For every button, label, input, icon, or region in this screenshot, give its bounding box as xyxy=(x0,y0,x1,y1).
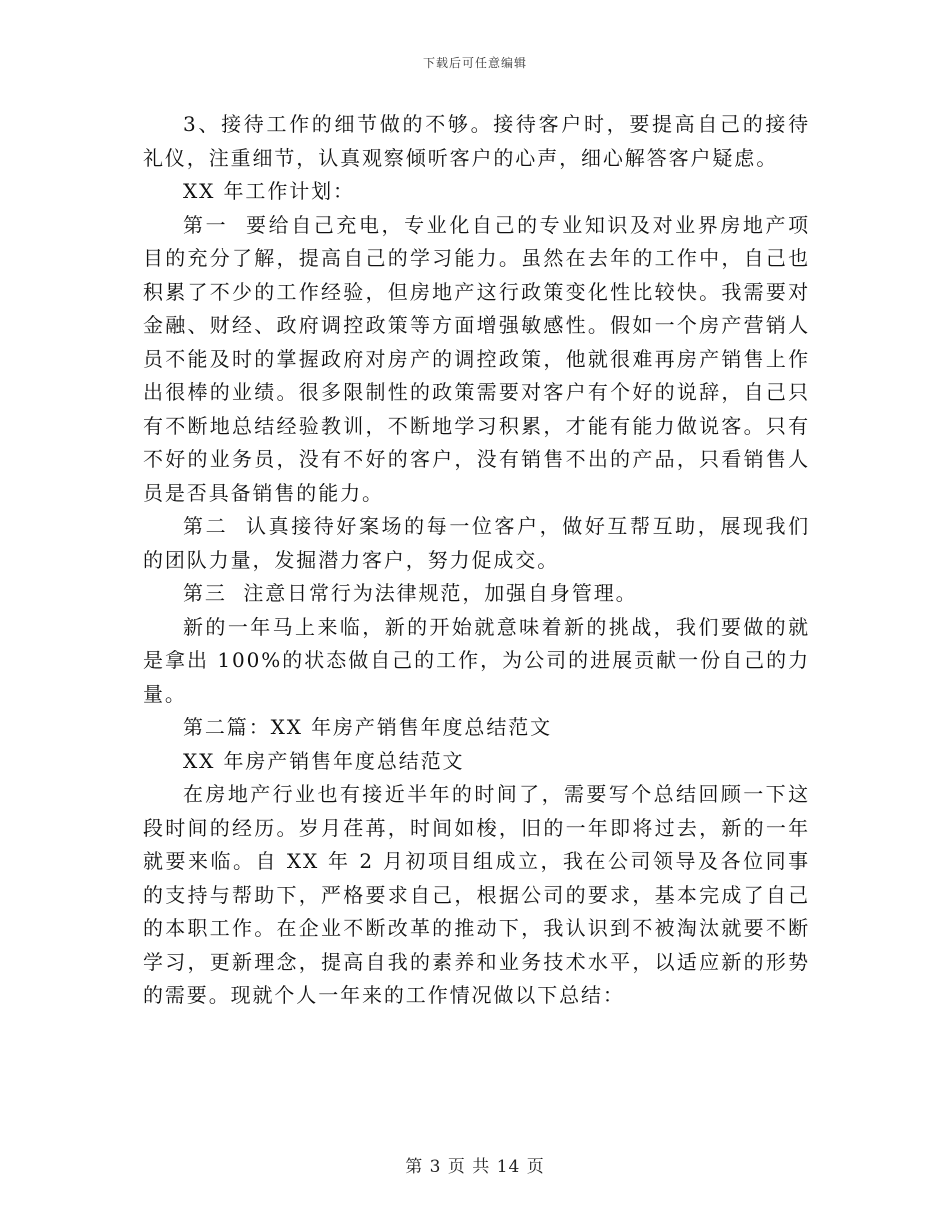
document-body xyxy=(143,108,810,1013)
paragraph-section-title: 第二篇：XX 年房产销售年度总结范文 xyxy=(183,715,553,739)
paragraph-plan-heading: XX 年工作计划： xyxy=(183,179,355,203)
page-header: 下载后可任意编辑 xyxy=(422,56,527,70)
paragraph-new-year: 新的一年马上来临，新的开始就意味着新的挑战，我们要做的就是拿出 100%的状态做自己的工作，为公司的进展贡献一份自己的力量。 xyxy=(143,614,810,706)
paragraph-plan-first: 第一 要给自己充电，专业化自己的专业知识及对业界房地产项目的充分了解，提高自己的学习能力。虽然在去年的工作中，自己也积累了不少的工作经验，但房地产这行政策变化性比较快。我需要对金融、财经、政府调控政策等方面增强敏感性。假如一个房产营销人员不能及时的掌握政府对房产的调控政策，他就很难再房产销售上作出很棒的业绩。很多限制性的政策需要对客户有个好的说辞，自己只有不断地总结经验教训，不断地学习积累，才能有能力做说客。只有不好的业务员，没有不好的客户，没有销售不出的产品，只看销售人员是否具备销售的能力。 xyxy=(143,212,810,505)
paragraph-reception-details: 3、接待工作的细节做的不够。接待客户时，要提高自己的接待礼仪，注重细节，认真观察倾听客户的心声，细心解答客户疑虑。 xyxy=(143,112,810,170)
page-number-footer: 第 3 页 共 14 页 xyxy=(405,1157,545,1177)
paragraph-article-title: XX 年房产销售年度总结范文 xyxy=(183,748,465,773)
paragraph-plan-second: 第二 认真接待好案场的每一位客户，做好互帮互助，展现我们的团队力量，发掘潜力客户，努力促成交。 xyxy=(143,514,810,572)
paragraph-plan-third: 第三 注意日常行为法律规范，加强自身管理。 xyxy=(183,581,638,605)
paragraph-summary-intro: 在房地产行业也有接近半年的时间了，需要写个总结回顾一下这段时间的经历。岁月荏苒，时间如梭，旧的一年即将过去，新的一年就要来临。自 XX 年 2 月初项目组成立，我在公司领导及各位同事的支持与帮助下，严格要求自己，根据公司的要求，基本完成了自己的本职工作。在企业不断改革的推动下，我认识到不被淘汰就要不断学习，更新理念，提高自我的素养和业务技术水平，以适应新的形势的需要。现就个人一年来的工作情况做以下总结： xyxy=(143,782,810,1007)
